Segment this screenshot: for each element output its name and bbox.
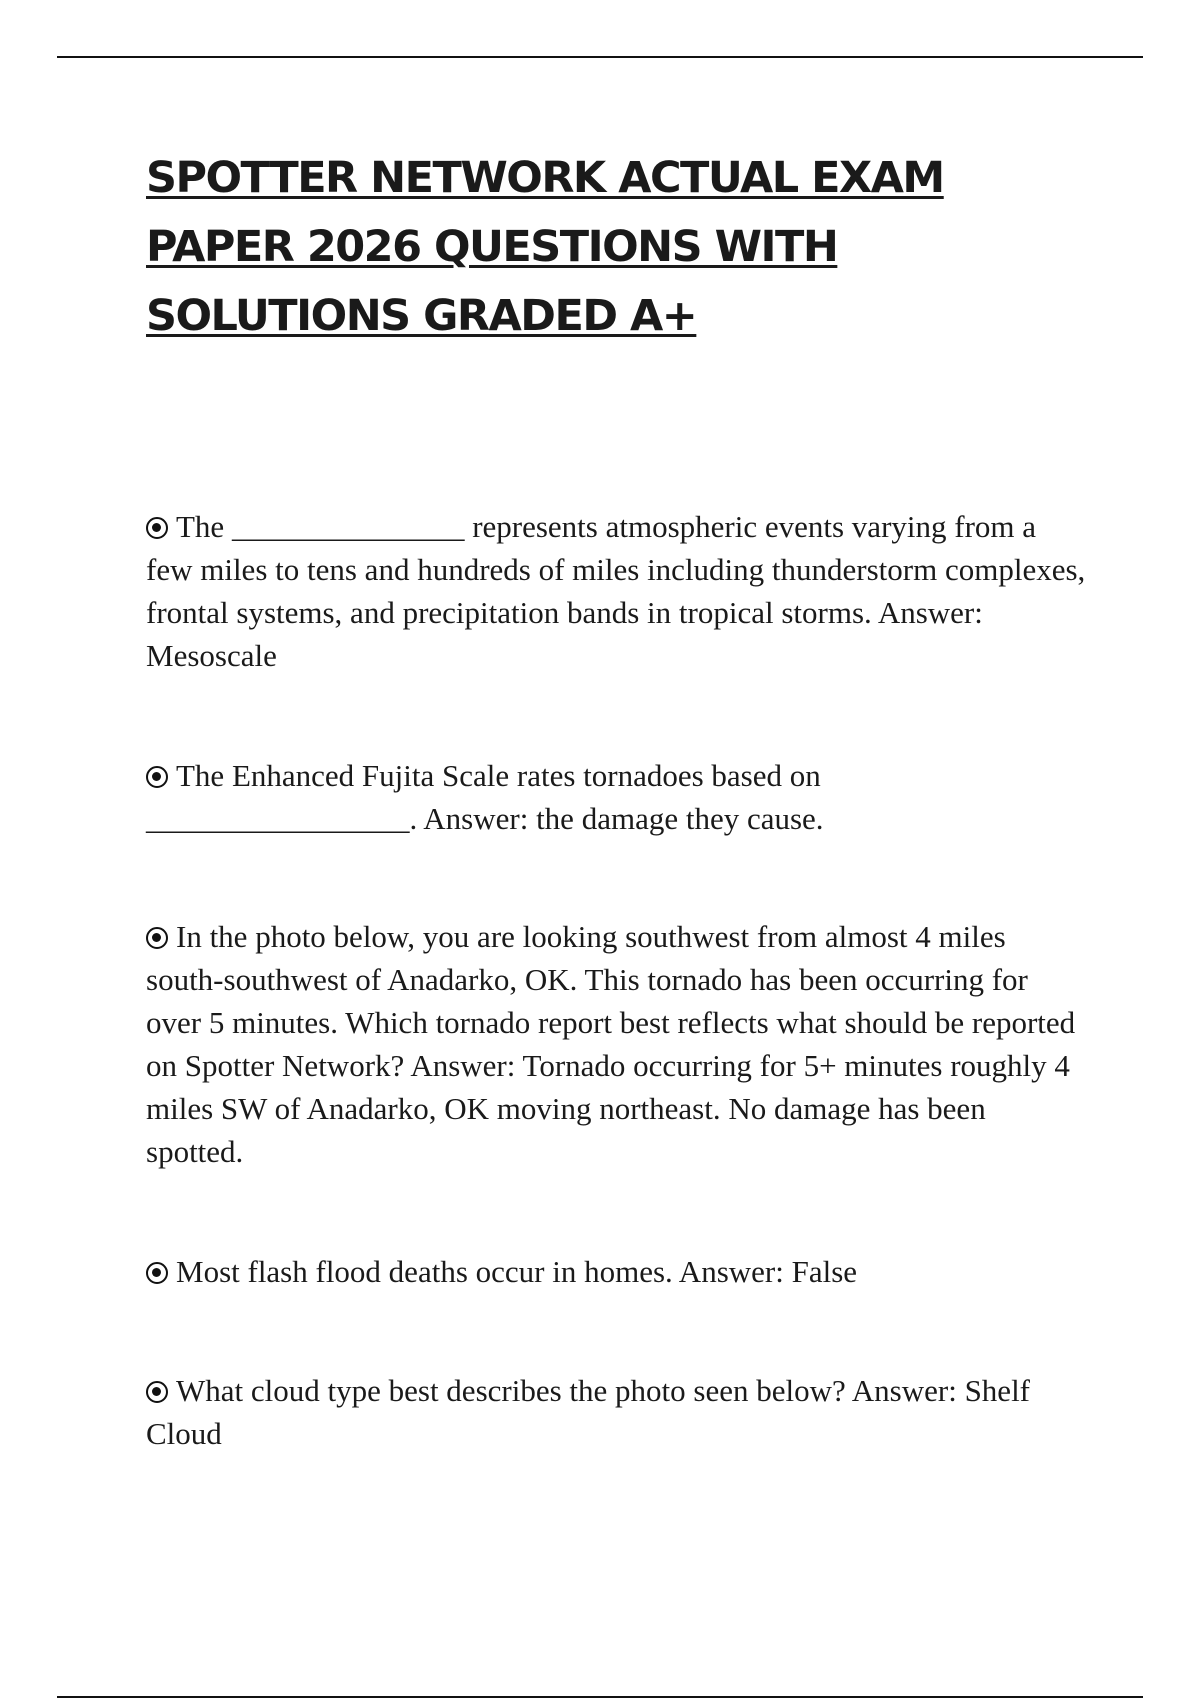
question-text: Most flash flood deaths occur in homes. Answer: False	[176, 1254, 858, 1289]
radio-bullet-icon	[146, 927, 168, 949]
question-item	[146, 915, 1086, 1173]
question-item	[146, 754, 1086, 840]
question-text: The _______________ represents atmospheric events varying from a few miles to tens and hundreds of miles including thunderstorm complexes, frontal systems, and precipitation bands in tropical storms. Answer: Mesoscale	[146, 509, 1086, 673]
document-title: SPOTTER NETWORK ACTUAL EXAM PAPER 2026 QUESTIONS WITH SOLUTIONS GRADED A+	[146, 153, 944, 341]
radio-bullet-icon	[146, 1381, 168, 1403]
question-item	[146, 1369, 1086, 1455]
radio-bullet-icon	[146, 766, 168, 788]
question-text: What cloud type best describes the photo seen below? Answer: Shelf Cloud	[146, 1373, 1030, 1451]
top-divider	[57, 56, 1143, 58]
bottom-divider	[57, 1696, 1143, 1698]
radio-bullet-icon	[146, 517, 168, 539]
question-text: In the photo below, you are looking southwest from almost 4 miles south-southwest of Anadarko, OK. This tornado has been occurring for over 5 minutes. Which tornado report best reflects what should be reported on Spotter Network? Answer: Tornado occurring for 5+ minutes roughly 4 miles SW of Anadarko, OK moving northeast. No damage has been spotted.	[146, 919, 1076, 1169]
question-item	[146, 1250, 1086, 1293]
question-text: The Enhanced Fujita Scale rates tornadoes based on _________________. Answer: the damage they cause.	[146, 758, 824, 836]
radio-bullet-icon	[146, 1262, 168, 1284]
question-item	[146, 505, 1086, 677]
